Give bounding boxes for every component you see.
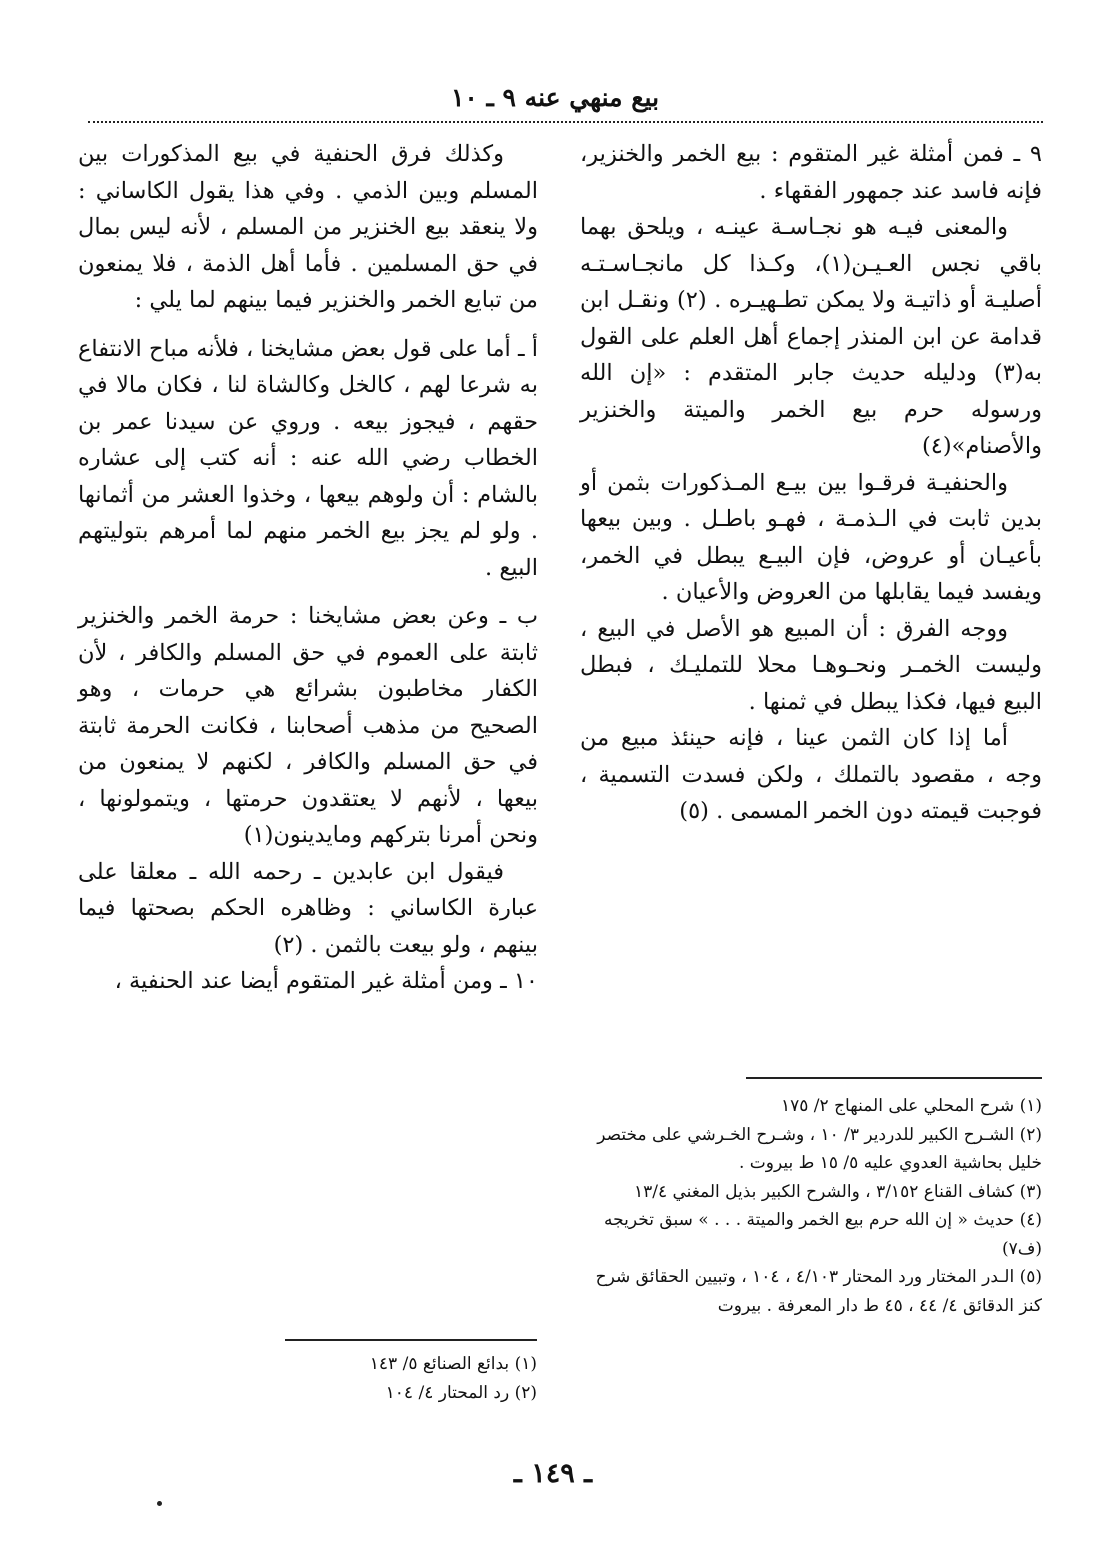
footnote: (٢) الشـرح الكبير للدردير ٣/ ١٠ ، وشـرح الخـرشي على مختصر خليل بحاشية العدوي عليه ٥/ ١٥ ط بيروت .: [597, 1124, 1042, 1173]
header-dotted-divider: [88, 121, 1043, 123]
footnote-divider-right: [746, 1077, 1042, 1079]
right-text-column: [580, 136, 1042, 830]
paragraph: أ ـ أما على قول بعض مشايخنا ، فلأنه مباح الانتفاع به شرعا لهم ، كالخل وكالشاة لنا ، فكان مالا في حقهم ، فيجوز بيعه . وروي عن سيدنا عمر بن الخطاب رضي الله عنه : أنه كتب إلى عشاره بالشام : أن ولوهم بيعها ، وخذوا العشر من أثمانها . ولو لم يجز بيع الخمر منهم لما أمرهم بتوليتهم البيع .: [78, 335, 538, 581]
left-text-column: [78, 136, 538, 1000]
footnotes-left: [290, 1350, 537, 1407]
paragraph: ١٠ ـ ومن أمثلة غير المتقوم أيضا عند الحنفية ،: [114, 968, 538, 994]
footnote: (٣) كشاف القناع ٣/١٥٢ ، والشرح الكبير بذيل المغني ١٣/٤: [633, 1181, 1042, 1202]
footnote: (٤) حديث « إن الله حرم بيع الخمر والميتة . . . » سبق تخريجه (ف٧): [604, 1210, 1042, 1259]
paragraph: ووجه الفرق : أن المبيع هو الأصل في البيع ، وليست الخمـر ونحـوهـا محلا للتمليـك ، فبطل البيع فيها، فكذا يبطل في ثمنها .: [580, 615, 1042, 715]
footnote: (٥) الـدر المختار ورد المحتار ٤/١٠٣ ، ١٠٤ ، وتبيين الحقائق شرح كنز الدقائق ٤/ ٤٤ ، ٤٥ ط دار المعرفة . بيروت: [595, 1267, 1042, 1316]
footnote-divider-left: [285, 1339, 537, 1341]
footnotes-right: [580, 1092, 1042, 1320]
paragraph: ب ـ وعن بعض مشايخنا : حرمة الخمر والخنزير ثابتة على العموم في حق المسلم والكافر ، لأن الكفار مخاطبون بشرائع هي حرمات ، وهو الصحيح من مذهب أصحابنا ، فكانت الحرمة ثابتة في حق المسلم والكافر ، لكنهم لا يمنعون من بيعها ، لأنهم لا يعتقدون حرمتها ، ويتمولونها ، ونحن أمرنا بتركهم ومايدينون(١): [78, 603, 538, 848]
paragraph: فيقول ابن عابدين ـ رحمه الله ـ معلقا على عبارة الكاساني : وظاهره الحكم بصحتها فيما بينهم ، ولو بيعت بالثمن . (٢): [78, 858, 538, 958]
footnote: (١) بدائع الصنائع ٥/ ١٤٣: [369, 1354, 537, 1374]
footnote: (٢) رد المحتار ٤/ ١٠٤: [385, 1382, 537, 1403]
paragraph: أما إذا كان الثمن عينا ، فإنه حينئذ مبيع من وجه ، مقصود بالتملك ، ولكن فسدت التسمية ، فوجبت قيمته دون الخمر المسمى . (٥): [580, 725, 1042, 824]
page-number: ـ ١٤٩ ـ: [513, 1458, 593, 1489]
paragraph: والحنفيـة فرقـوا بين بيـع المـذكورات بثمن أو بدين ثابت في الـذمـة ، فهـو باطـل . وبين بيعها بأعيـان أو عروض، فإن البيـع يبطل في الخمر، ويفسد فيما يقابلها من العروض والأعيان .: [580, 469, 1042, 605]
paragraph: والمعنى فيـه هو نجـاسـة عينـه ، ويلحق بهما باقي نجس العـيـن(١)، وكـذا كل مانجـاسـتـه أصليـة أو ذاتيـة ولا يمكن تطـهيـره . (٢) ونقـل ابن قدامة عن ابن المنذر إجماع أهل العلم على القول به(٣) ودليله حديث جابر المتقدم : «إن الله ورسوله حرم بيع الخمر والميتة والخنزير والأصنام»(٤): [580, 214, 1042, 459]
page-header-title: بيع منهي عنه ٩ ـ ١٠: [450, 83, 660, 112]
paragraph: ٩ ـ فمن أمثلة غير المتقوم : بيع الخمر والخنزير، فإنه فاسد عند جمهور الفقهاء .: [580, 141, 1042, 204]
paragraph: وكذلك فرق الحنفية في بيع المذكورات بين المسلم وبين الذمي . وفي هذا يقول الكاساني : ولا ينعقد بيع الخنزير من المسلم ، لأنه ليس بمال في حق المسلمين . فأما أهل الذمة ، فلا يمنعون من تبايع الخمر والخنزير فيما بينهم لما يلي :: [78, 141, 538, 313]
footnote: (١) شرح المحلي على المنهاج ٢/ ١٧٥: [780, 1096, 1042, 1116]
stray-dot-mark: [157, 1501, 162, 1506]
